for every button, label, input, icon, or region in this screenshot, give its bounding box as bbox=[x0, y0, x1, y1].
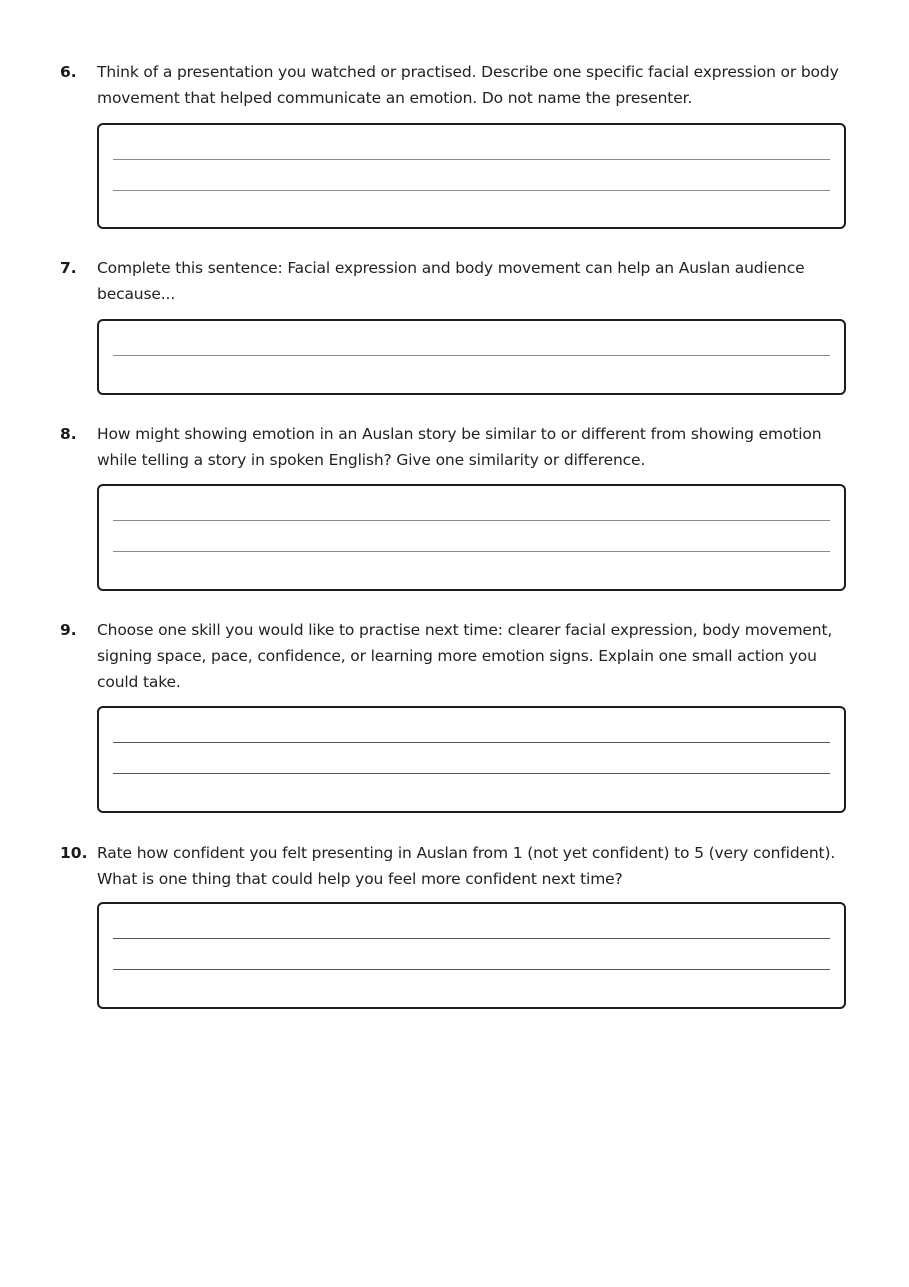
answer-box-10[interactable] bbox=[97, 902, 846, 1009]
question-prompt: Rate how confident you felt presenting in Auslan from 1 (not yet confident) to 5 (very confident). What is one thing that could help you feel more confident next time? bbox=[97, 844, 836, 888]
writing-line bbox=[113, 969, 830, 970]
question-prompt: Choose one skill you would like to practise next time: clearer facial expression, body movement, signing space, pace, confidence, or learning more emotion signs. Explain one small action you could take. bbox=[97, 621, 833, 691]
writing-line bbox=[113, 520, 830, 521]
question-number: 6. bbox=[60, 63, 77, 81]
answer-box-7[interactable] bbox=[97, 319, 846, 395]
writing-line bbox=[113, 773, 830, 774]
question-number: 8. bbox=[60, 425, 77, 443]
question-prompt: How might showing emotion in an Auslan story be similar to or different from showing emotion while telling a story in spoken English? Give one similarity or difference. bbox=[97, 425, 822, 469]
writing-line bbox=[113, 159, 830, 160]
question-number: 7. bbox=[60, 259, 77, 277]
writing-line bbox=[113, 190, 830, 191]
answer-box-9[interactable] bbox=[97, 706, 846, 813]
writing-line bbox=[113, 938, 830, 939]
writing-line bbox=[113, 742, 830, 743]
question-prompt: Think of a presentation you watched or practised. Describe one specific facial expression or body movement that helped communicate an emotion. Do not name the presenter. bbox=[97, 63, 839, 107]
question-number: 9. bbox=[60, 621, 77, 639]
answer-box-8[interactable] bbox=[97, 484, 846, 591]
answer-box-6[interactable] bbox=[97, 123, 846, 229]
question-prompt: Complete this sentence: Facial expression and body movement can help an Auslan audience because... bbox=[97, 259, 805, 303]
writing-line bbox=[113, 551, 830, 552]
writing-line bbox=[113, 355, 830, 356]
question-number: 10. bbox=[60, 844, 88, 862]
